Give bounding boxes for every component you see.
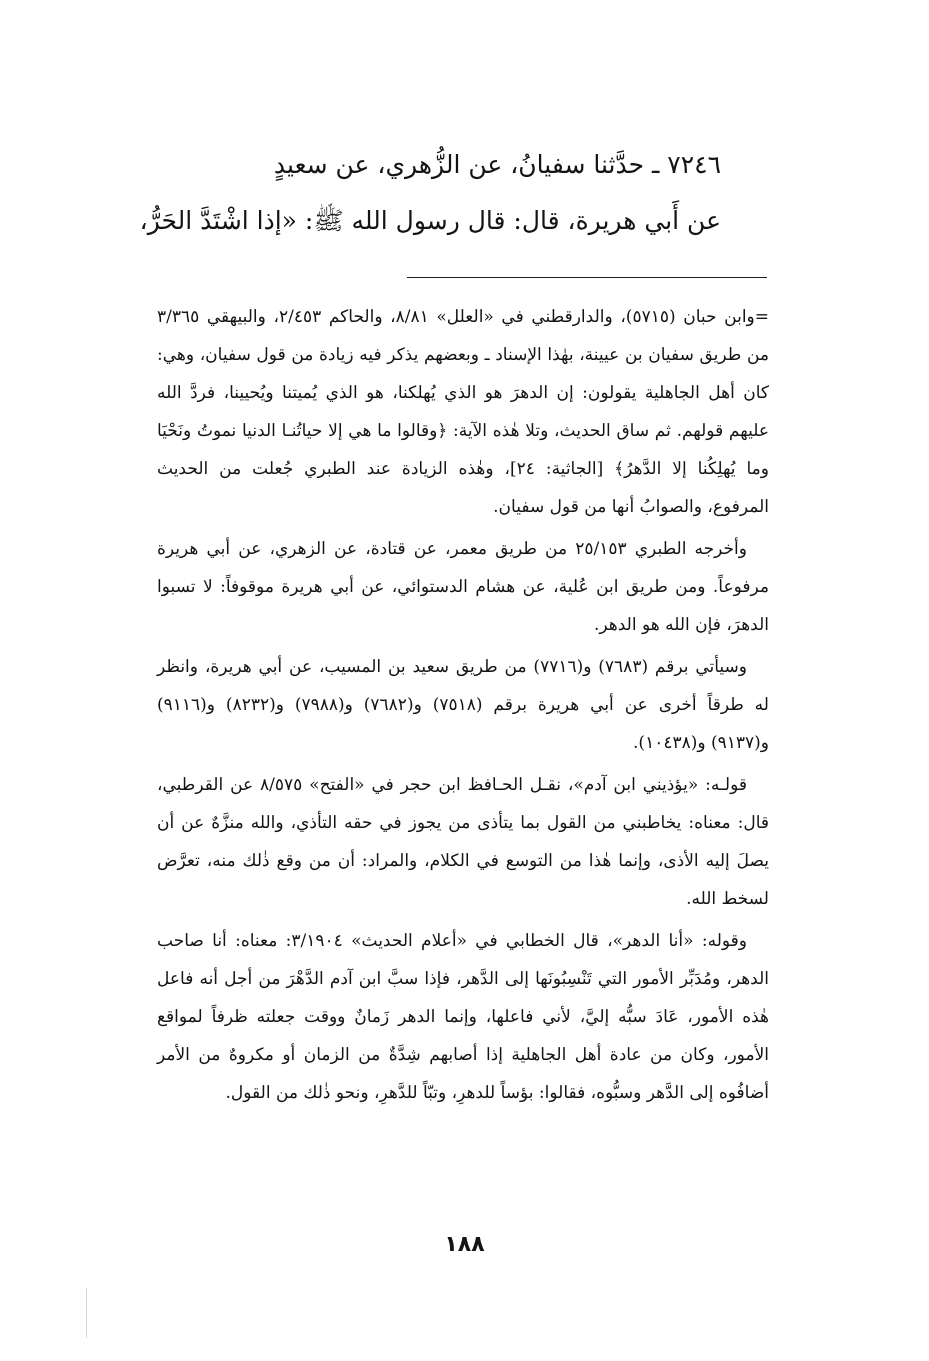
footnotes xyxy=(157,298,769,1116)
footnote-paragraph: =وابن حبان (٥٧١٥)، والدارقطني في «العلل» ٨/٨١، والحاكم ٢/٤٥٣، والبيهقي ٣/٣٦٥ من طريق سفيان بن عيينة، بهٰذا الإسناد ـ وبعضهم يذكر فيه زيادة من قول سفيان، وهي: كان أهل الجاهلية يقولون: إن الدهرَ هو الذي يُهلكنا، هو الذي يُميتنا ويُحيينا، فردَّ الله عليهم قولهم. ثم ساق الحديث، وتلا هٰذه الآية: ﴿وقالوا ما هي إلا حياتُنـا الدنيا نموتُ ونَحْيَا وما يُهلِكُنا إلا الدَّهرُ﴾ [الجاثية: ٢٤]، وهٰذه الزيادة عند الطبري جُعلت من الحديث المرفوع، والصوابُ أنها من قول سفيان. xyxy=(157,307,769,517)
footnote-paragraph: وقوله: «أنا الدهر»، قال الخطابي في «أعلام الحديث» ٣/١٩٠٤: معناه: أنا صاحب الدهر، ومُدَبِّر الأمور التي تَنْسِبُونَها إلى الدَّهر، فإذا سبَّ ابن آدم الدَّهْرَ من أجل أنه فاعل هٰذه الأمور، عَادَ سبُّه إليَّ، لأني فاعلها، وإنما الدهر زَمانٌ ووقت جعلته ظرفاً لمواقع الأمور، وكان من عادة أهل الجاهلية إذا أصابهم شِدَّةٌ من الزمان أو مكروهٌ من الأمر أضافُوه إلى الدَّهر وسبُّوه، فقالوا: بؤساً للدهرِ، وتبّاً للدَّهرِ، ونحو ذٰلك من القول. xyxy=(157,931,769,1103)
hadith-text xyxy=(139,150,721,262)
hadith-line: ٧٢٤٦ ـ حدَّثنا سفيانُ، عن الزُّهري، عن سعيدٍ xyxy=(273,150,721,179)
footnote-paragraph: وسيأتي برقم (٧٦٨٣) و(٧٧١٦) من طريق سعيد بن المسيب، عن أبي هريرة، وانظر له طرقاً أخرى عن أبي هريرة برقم (٧٥١٨) و(٧٦٨٢) و(٧٩٨٨) و(٨٢٣٢) و(٩١١٦) و(٩١٣٧) و(١٠٤٣٨). xyxy=(157,657,769,753)
footnote-paragraph: وأخرجه الطبري ٢٥/١٥٣ من طريق معمر، عن قتادة، عن الزهري، عن أبي هريرة مرفوعاً. ومن طريق ابن عُلية، عن هشام الدستوائي، عن أبي هريرة موقوفاً: لا تسبوا الدهرَ، فإن الله هو الدهر. xyxy=(157,539,769,635)
scan-edge-mark xyxy=(86,1288,87,1338)
hadith-line: عن أَبي هريرة، قال: قال رسول الله ﷺ: «إذا اشْتَدَّ الحَرُّ، xyxy=(139,206,721,235)
footnote-paragraph: قولـه: «يؤذيني ابن آدم»، نقـل الحـافظ ابن حجر في «الفتح» ٨/٥٧٥ عن القرطبي، قال: معناه: يخاطبني من القول بما يتأذى من يجوز في حقه التأذي، والله منزَّهٌ عن أن يصلَ إليه الأذى، وإنما هٰذا من التوسع في الكلام، والمراد: أن من وقع ذٰلك منه، تعرَّض لسخط الله. xyxy=(157,775,769,909)
footnote-separator xyxy=(407,277,767,278)
page-number: ١٨٨ xyxy=(444,1232,485,1257)
